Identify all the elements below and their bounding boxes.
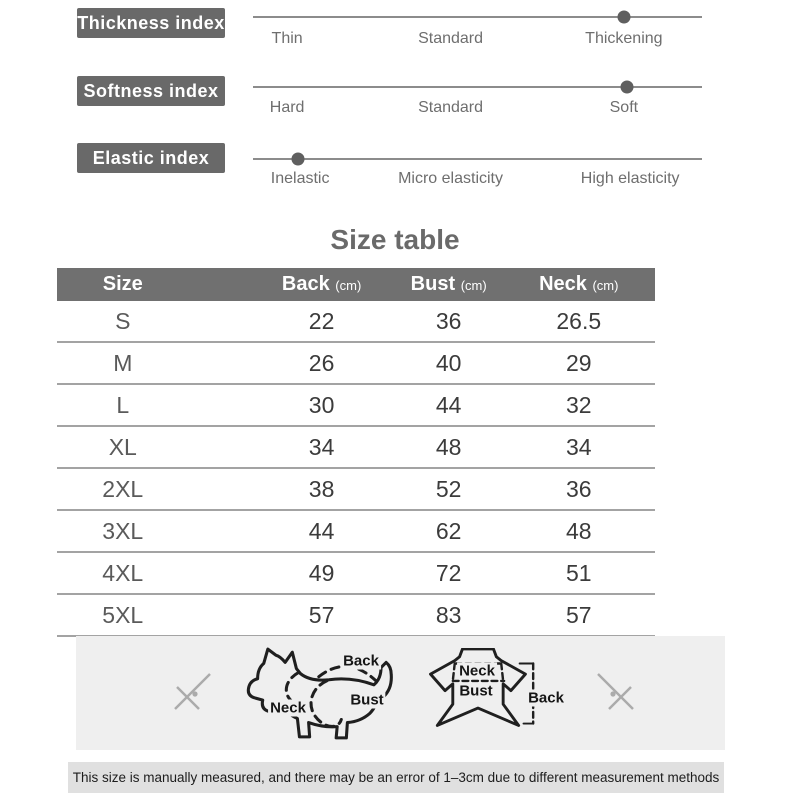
thickness-index-label: Thickness index	[77, 8, 225, 38]
neck-value: 36	[565, 476, 592, 502]
unit-label: (cm)	[592, 278, 619, 293]
back-value: 57	[308, 602, 335, 628]
table-row	[57, 385, 655, 427]
bust-value: 83	[435, 602, 462, 628]
softness-scale-line	[253, 86, 702, 88]
size-value: XL	[108, 434, 137, 460]
table-row	[57, 553, 655, 595]
elastic-scale-line	[253, 158, 702, 160]
table-row	[57, 301, 655, 343]
elastic-index-label: Elastic index	[77, 143, 225, 173]
back-value: 49	[308, 560, 335, 586]
softness-index-label: Softness index	[77, 76, 225, 106]
table-row	[57, 427, 655, 469]
scale-label: Soft	[609, 99, 639, 116]
dog-back-label: Back	[343, 652, 379, 670]
garment-bust-label: Bust	[459, 682, 493, 700]
thickness-scale-labels	[253, 30, 702, 52]
thickness-indicator-dot	[617, 11, 630, 24]
bust-value: 72	[435, 560, 462, 586]
next-arrow-icon[interactable]	[592, 670, 640, 718]
scale-label: Micro elasticity	[398, 170, 503, 187]
back-value: 34	[308, 434, 335, 460]
garment-neck-label: Neck	[459, 662, 495, 680]
bust-value: 44	[435, 392, 462, 418]
neck-value: 48	[565, 518, 592, 544]
size-value: M	[113, 350, 133, 376]
bust-value: 62	[435, 518, 462, 544]
elastic-scale-labels	[253, 170, 702, 192]
size-value: 3XL	[102, 518, 144, 544]
table-row	[57, 469, 655, 511]
column-header-neck: Neck (cm)	[539, 273, 619, 295]
neck-value: 32	[565, 392, 592, 418]
back-value: 44	[308, 518, 335, 544]
dog-measurement-sketch	[238, 642, 418, 744]
table-row	[57, 595, 655, 637]
neck-value: 26.5	[556, 308, 602, 334]
size-value: S	[115, 308, 131, 334]
column-header-back: Back (cm)	[281, 273, 362, 295]
dog-neck-label: Neck	[270, 699, 306, 717]
size-table	[57, 268, 655, 637]
garment-back-label: Back	[528, 689, 564, 707]
scale-label: Inelastic	[270, 170, 330, 187]
back-value: 38	[308, 476, 335, 502]
neck-value: 51	[565, 560, 592, 586]
size-value: 5XL	[102, 602, 144, 628]
size-value: 4XL	[102, 560, 144, 586]
measurement-diagram-panel	[76, 636, 725, 750]
scale-label: Standard	[418, 30, 484, 47]
elastic-indicator-dot	[291, 153, 304, 166]
prev-arrow-icon[interactable]	[168, 670, 216, 718]
table-row	[57, 343, 655, 385]
column-header-bust: Bust (cm)	[410, 273, 487, 295]
scale-label: Thickening	[585, 30, 663, 47]
scale-label: High elasticity	[580, 170, 680, 187]
unit-label: (cm)	[335, 278, 362, 293]
bust-value: 40	[435, 350, 462, 376]
back-value: 30	[308, 392, 335, 418]
size-value: 2XL	[102, 476, 144, 502]
scale-label: Hard	[269, 99, 305, 116]
neck-value: 57	[565, 602, 592, 628]
dog-bust-label: Bust	[350, 691, 384, 709]
disclaimer-text: This size is manually measured, and there may be an error of 1–3cm due to different measurement methods	[72, 770, 720, 785]
scale-label: Thin	[271, 30, 303, 47]
softness-indicator-dot	[621, 81, 634, 94]
bust-value: 36	[435, 308, 462, 334]
bust-value: 52	[435, 476, 462, 502]
column-header-size: Size	[102, 273, 143, 295]
softness-scale-labels	[253, 99, 702, 121]
size-value: L	[116, 392, 130, 418]
unit-label: (cm)	[460, 278, 487, 293]
disclaimer-bar	[68, 762, 724, 793]
neck-value: 29	[565, 350, 592, 376]
neck-value: 34	[565, 434, 592, 460]
back-value: 26	[308, 350, 335, 376]
bust-value: 48	[435, 434, 462, 460]
table-row	[57, 511, 655, 553]
back-value: 22	[308, 308, 335, 334]
scale-label: Standard	[418, 99, 484, 116]
size-table-title: Size table	[330, 224, 460, 255]
size-table-header	[57, 268, 655, 301]
thickness-scale-line	[253, 16, 702, 18]
